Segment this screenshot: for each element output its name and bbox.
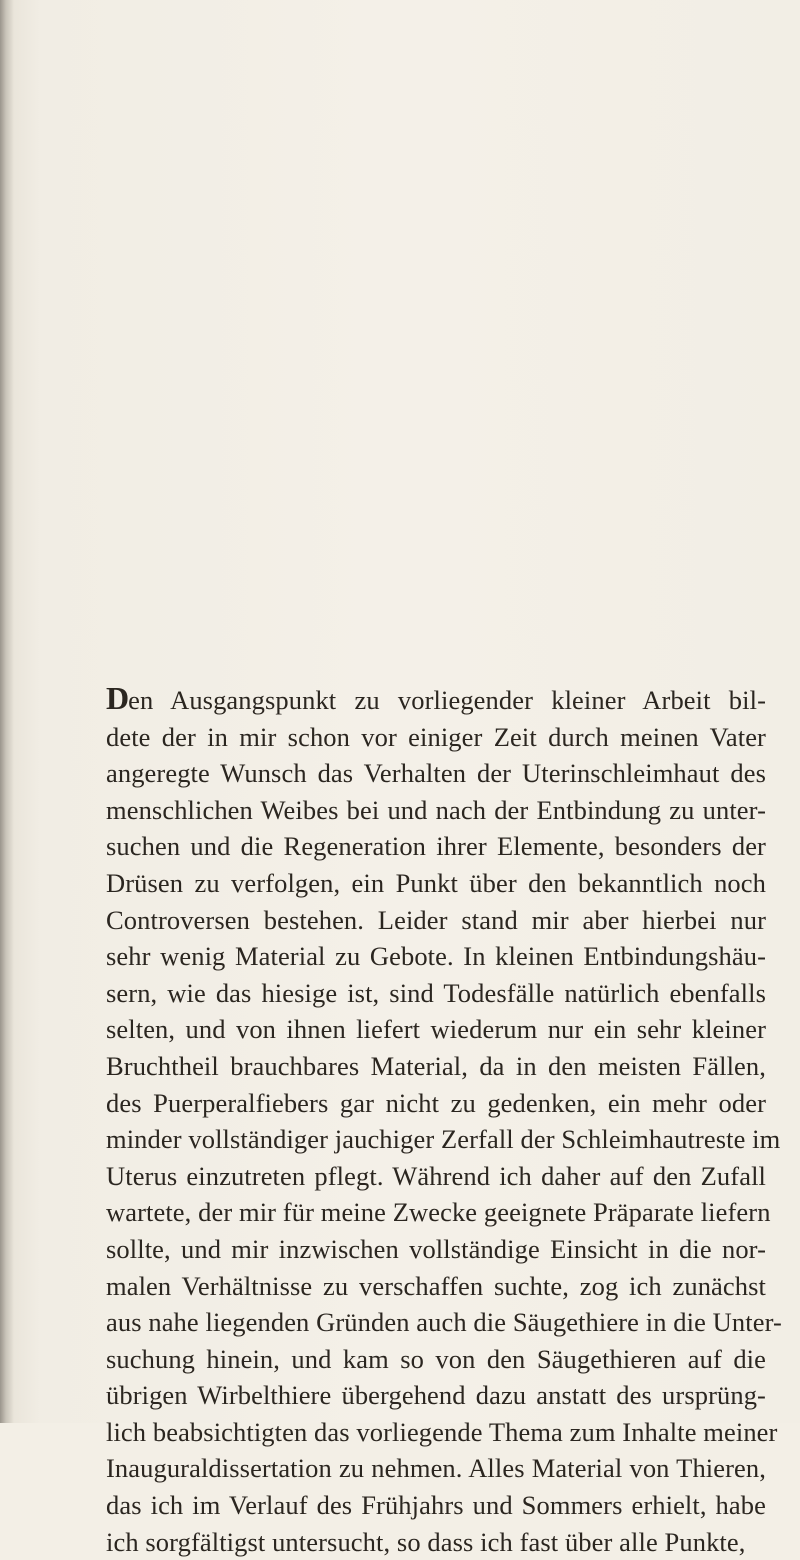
drop-cap-initial: D — [106, 680, 129, 716]
text-line-14: Uterus einzutreten pflegt. Während ich daher auf den Zufall — [106, 1160, 766, 1191]
text-line-10: selten, und von ihnen liefert wiederum nur ein sehr kleiner — [106, 1014, 766, 1045]
text-line-4: menschlichen Weibes bei und nach der Entbindung zu unter- — [106, 794, 766, 825]
text-line-21: lich beabsichtigten das vorliegende Thema zum Inhalte meiner — [106, 1416, 778, 1447]
text-line-9: sern, wie das hiesige ist, sind Todesfälle natürlich ebenfalls — [106, 977, 766, 1008]
text-line-8: sehr wenig Material zu Gebote. In kleinen Entbindungshäu- — [106, 941, 766, 972]
text-line-7: Controversen bestehen. Leider stand mir aber hierbei nur — [106, 904, 766, 935]
text-line-12: des Puerperalfiebers gar nicht zu gedenken, ein mehr oder — [106, 1087, 766, 1118]
text-line-6: Drüsen zu verfolgen, ein Punkt über den bekanntlich noch — [106, 867, 766, 898]
text-line-15: wartete, der mir für meine Zwecke geeignete Präparate liefern — [106, 1197, 771, 1228]
text-line-18: aus nahe liegenden Gründen auch die Säugethiere in die Unter- — [106, 1307, 782, 1338]
text-line-22: Inauguraldissertation zu nehmen. Alles Material von Thieren, — [106, 1453, 766, 1484]
body-text — [106, 680, 782, 1560]
text-line-5: suchen und die Regeneration ihrer Elemente, besonders der — [106, 831, 766, 862]
text-line-19: suchung hinein, und kam so von den Säugethieren auf die — [106, 1343, 766, 1374]
text-line-13: minder vollständiger jauchiger Zerfall der Schleimhautreste im — [106, 1124, 781, 1155]
text-line-20: übrigen Wirbelthiere übergehend dazu anstatt des ursprüng- — [106, 1380, 766, 1411]
text-line-2: dete der in mir schon vor einiger Zeit durch meinen Vater — [106, 721, 766, 752]
text-line-24: ich sorgfältigst untersucht, so dass ich fast über alle Punkte, — [106, 1526, 746, 1557]
binding-shadow — [0, 0, 14, 1423]
text-line-1 — [106, 680, 766, 719]
text-line-3: angeregte Wunsch das Verhalten der Uterinschleimhaut des — [106, 758, 766, 789]
first-line-text: en Ausgangspunkt zu vorliegender kleiner Arbeit bil- — [128, 685, 766, 715]
text-line-17: malen Verhältnisse zu verschaffen suchte, zog ich zunächst — [106, 1270, 766, 1301]
text-line-23: das ich im Verlauf des Frühjahrs und Sommers erhielt, habe — [106, 1490, 766, 1521]
text-line-11: Bruchtheil brauchbares Material, da in den meisten Fällen, — [106, 1050, 766, 1081]
text-line-16: sollte, und mir inzwischen vollständige Einsicht in die nor- — [106, 1233, 766, 1264]
